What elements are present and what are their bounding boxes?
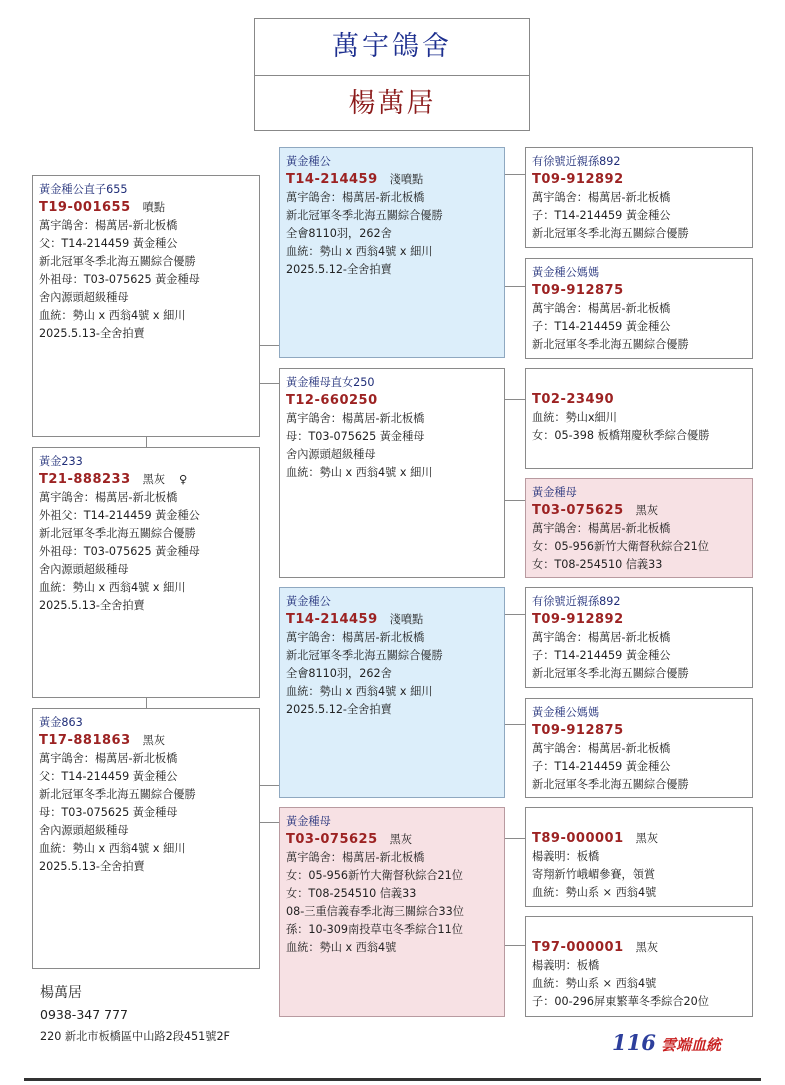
gp-info: 寄翔新竹峨嵋參賽，領賞 xyxy=(532,868,656,881)
gp-info: 子：00-296屏東繁華冬季綜合20位 xyxy=(532,995,709,1008)
sibling-info: 新北冠軍冬季北海五關綜合優勝 xyxy=(39,527,196,540)
grandparent-card-5[interactable] xyxy=(525,587,753,688)
subject-info: 萬宇鴿舍：楊萬居-新北板橋 xyxy=(39,219,178,232)
connector xyxy=(505,399,525,400)
connector xyxy=(505,286,525,287)
subject-info: 新北冠軍冬季北海五關綜合優勝 xyxy=(39,255,196,268)
gp-tag: 有徐號近親孫892 xyxy=(532,595,621,608)
sibling-info: 萬宇鴿舍：楊萬居-新北板橋 xyxy=(39,491,178,504)
sibling-info: 舍內源頭超級種母 xyxy=(39,824,129,837)
dam-info: 舍內源頭超級種母 xyxy=(286,448,376,461)
sire-info: 新北冠軍冬季北海五關綜合優勝 xyxy=(286,649,443,662)
dam-card-2[interactable] xyxy=(279,807,505,1017)
logo-text: 雲端血統 xyxy=(660,1036,721,1054)
sibling-info: 母：T03-075625 黃金種母 xyxy=(39,806,178,819)
dam-info: 女：T08-254510 信義33 xyxy=(286,887,417,900)
footer-address: 220 新北市板橋區中山路2段451號2F xyxy=(40,1030,230,1043)
gp-info: 血統：勢山系 × 西翁4號 xyxy=(532,886,657,899)
sibling-info: 舍內源頭超級種母 xyxy=(39,563,129,576)
sibling-color: 黑灰 xyxy=(142,473,166,486)
sibling-info: 萬宇鴿舍：楊萬居-新北板橋 xyxy=(39,752,178,765)
grandparent-card-4[interactable] xyxy=(525,478,753,578)
sire-card[interactable] xyxy=(279,147,505,358)
contact-footer xyxy=(40,982,230,1048)
owner-name: 楊萬居 xyxy=(348,88,436,119)
connector xyxy=(505,838,525,839)
gp-color: 黑灰 xyxy=(635,832,659,845)
sibling-card-1[interactable] xyxy=(32,447,260,698)
subject-info: 2025.5.13-全舍拍賣 xyxy=(39,327,145,340)
gp-ring: T02-23490 xyxy=(532,392,615,407)
sire-info: 血統：勢山 x 西翁4號 x 細川 xyxy=(286,245,433,258)
sibling-info: 血統：勢山 x 西翁4號 x 細川 xyxy=(39,581,186,594)
sibling-info: 父：T14-214459 黃金種公 xyxy=(39,770,178,783)
sire-color: 淺噴點 xyxy=(389,173,424,186)
sibling-info: 外祖父：T14-214459 黃金種公 xyxy=(39,509,200,522)
connector xyxy=(259,785,279,786)
gp-info: 子：T14-214459 黃金種公 xyxy=(532,209,671,222)
connector xyxy=(505,614,525,615)
sibling-ring: T17-881863 xyxy=(39,733,131,748)
dam-info: 血統：勢山 x 西翁4號 xyxy=(286,941,397,954)
connector xyxy=(505,724,525,725)
bottom-divider xyxy=(24,1078,761,1081)
gp-info: 萬宇鴿舍：楊萬居-新北板橋 xyxy=(532,302,671,315)
gp-ring: T09-912892 xyxy=(532,612,624,627)
sire-card-2[interactable] xyxy=(279,587,505,798)
gp-info: 新北冠軍冬季北海五關綜合優勝 xyxy=(532,667,689,680)
footer-name: 楊萬居 xyxy=(40,985,82,1001)
subject-info: 血統：勢山 x 西翁4號 x 細川 xyxy=(39,309,186,322)
gp-info: 女：05-956新竹大衛督秋綜合21位 xyxy=(532,540,709,553)
dam-info: 萬宇鴿舍：楊萬居-新北板橋 xyxy=(286,851,425,864)
subject-ring: T19-001655 xyxy=(39,200,131,215)
grandparent-card-2[interactable] xyxy=(525,258,753,359)
grandparent-card-8[interactable] xyxy=(525,916,753,1017)
gp-ring: T09-912892 xyxy=(532,172,624,187)
dam-info: 08-三重信義春季北海三關綜合33位 xyxy=(286,905,464,918)
loft-name: 萬宇鴿舍 xyxy=(255,19,529,76)
grandparent-card-6[interactable] xyxy=(525,698,753,798)
gp-info: 子：T14-214459 黃金種公 xyxy=(532,649,671,662)
dam-ring: T12-660250 xyxy=(286,393,378,408)
grandparent-card-1[interactable] xyxy=(525,147,753,248)
sire-tag: 黃金種公 xyxy=(286,155,331,168)
subject-tag: 黃金種公直子655 xyxy=(39,183,128,196)
gp-color: 黑灰 xyxy=(635,941,659,954)
gp-info: 楊義明：板橋 xyxy=(532,959,600,972)
gp-info: 新北冠軍冬季北海五關綜合優勝 xyxy=(532,778,689,791)
gp-ring: T09-912875 xyxy=(532,723,624,738)
gp-info: 血統：勢山系 × 西翁4號 xyxy=(532,977,657,990)
subject-info: 外祖母：T03-075625 黃金種母 xyxy=(39,273,200,286)
connector xyxy=(259,345,279,346)
subject-info: 舍內源頭超級種母 xyxy=(39,291,129,304)
gp-info: 血統：勢山x細川 xyxy=(532,411,617,424)
sibling-card-2[interactable] xyxy=(32,708,260,969)
dam-color: 黑灰 xyxy=(389,833,413,846)
grandparent-card-7[interactable] xyxy=(525,807,753,907)
gp-ring: T97-000001 xyxy=(532,940,624,955)
gp-color: 黑灰 xyxy=(635,504,659,517)
footer-phone: 0938-347 777 xyxy=(40,1007,129,1022)
connector xyxy=(505,174,525,175)
gp-ring: T03-075625 xyxy=(532,503,624,518)
sire-info: 2025.5.12-全舍拍賣 xyxy=(286,703,392,716)
sibling-tag: 黃金233 xyxy=(39,455,83,468)
sibling-info: 外祖母：T03-075625 黃金種母 xyxy=(39,545,200,558)
sire-info: 萬宇鴿舍：楊萬居-新北板橋 xyxy=(286,191,425,204)
dam-info: 血統：勢山 x 西翁4號 x 細川 xyxy=(286,466,433,479)
sire-ring: T14-214459 xyxy=(286,612,378,627)
gp-tag: 黃金種母 xyxy=(532,486,577,499)
sire-info: 血統：勢山 x 西翁4號 x 細川 xyxy=(286,685,433,698)
sibling-info: 2025.5.13-全舍拍賣 xyxy=(39,599,145,612)
dam-ring: T03-075625 xyxy=(286,832,378,847)
dam-info: 母：T03-075625 黃金種母 xyxy=(286,430,425,443)
gp-info: 新北冠軍冬季北海五關綜合優勝 xyxy=(532,338,689,351)
sire-info: 萬宇鴿舍：楊萬居-新北板橋 xyxy=(286,631,425,644)
gp-tag: 黃金種公媽媽 xyxy=(532,266,600,279)
gp-info: 女：T08-254510 信義33 xyxy=(532,558,663,571)
subject-color: 噴點 xyxy=(142,201,166,214)
gp-ring: T09-912875 xyxy=(532,283,624,298)
sibling-color: 黑灰 xyxy=(142,734,166,747)
subject-info: 父：T14-214459 黃金種公 xyxy=(39,237,178,250)
dam-tag: 黃金種母直女250 xyxy=(286,376,375,389)
sire-info: 新北冠軍冬季北海五關綜合優勝 xyxy=(286,209,443,222)
gp-info: 子：T14-214459 黃金種公 xyxy=(532,320,671,333)
sibling-info: 新北冠軍冬季北海五關綜合優勝 xyxy=(39,788,196,801)
gp-ring: T89-000001 xyxy=(532,831,624,846)
gp-info: 萬宇鴿舍：楊萬居-新北板橋 xyxy=(532,631,671,644)
sire-info: 全會8110羽，262舍 xyxy=(286,227,392,240)
sire-info: 全會8110羽，262舍 xyxy=(286,667,392,680)
gp-tag: 黃金種公媽媽 xyxy=(532,706,600,719)
dam-card[interactable] xyxy=(279,368,505,578)
connector xyxy=(505,500,525,501)
dam-info: 孫：10-309南投草屯冬季綜合11位 xyxy=(286,923,463,936)
sibling-info: 2025.5.13-全舍拍賣 xyxy=(39,860,145,873)
grandparent-card-3[interactable] xyxy=(525,368,753,469)
sibling-info: 血統：勢山 x 西翁4號 x 細川 xyxy=(39,842,186,855)
sibling-tag: 黃金863 xyxy=(39,716,83,729)
sire-color: 淺噴點 xyxy=(389,613,424,626)
gp-info: 楊義明：板橋 xyxy=(532,850,600,863)
header-box xyxy=(254,18,530,131)
dam-info: 女：05-956新竹大衛督秋綜合21位 xyxy=(286,869,463,882)
connector xyxy=(259,822,279,823)
sire-ring: T14-214459 xyxy=(286,172,378,187)
gp-info: 萬宇鴿舍：楊萬居-新北板橋 xyxy=(532,191,671,204)
dam-tag: 黃金種母 xyxy=(286,815,331,828)
gp-info: 萬宇鴿舍：楊萬居-新北板橋 xyxy=(532,742,671,755)
logo-number: 116 xyxy=(612,1030,656,1055)
subject-card[interactable] xyxy=(32,175,260,437)
sire-info: 2025.5.12-全舍拍賣 xyxy=(286,263,392,276)
gp-tag: 有徐號近親孫892 xyxy=(532,155,621,168)
sibling-ring: T21-888233 xyxy=(39,472,131,487)
connector xyxy=(505,945,525,946)
sire-tag: 黃金種公 xyxy=(286,595,331,608)
connector xyxy=(259,383,279,384)
gp-info: 女：05-398 板橋翔慶秋季綜合優勝 xyxy=(532,429,710,442)
gp-info: 新北冠軍冬季北海五關綜合優勝 xyxy=(532,227,689,240)
dam-info: 萬宇鴿舍：楊萬居-新北板橋 xyxy=(286,412,425,425)
gp-info: 萬宇鴿舍：楊萬居-新北板橋 xyxy=(532,522,671,535)
gp-info: 子：T14-214459 黃金種公 xyxy=(532,760,671,773)
female-icon: ♀ xyxy=(179,473,188,486)
brand-logo xyxy=(612,1030,721,1055)
